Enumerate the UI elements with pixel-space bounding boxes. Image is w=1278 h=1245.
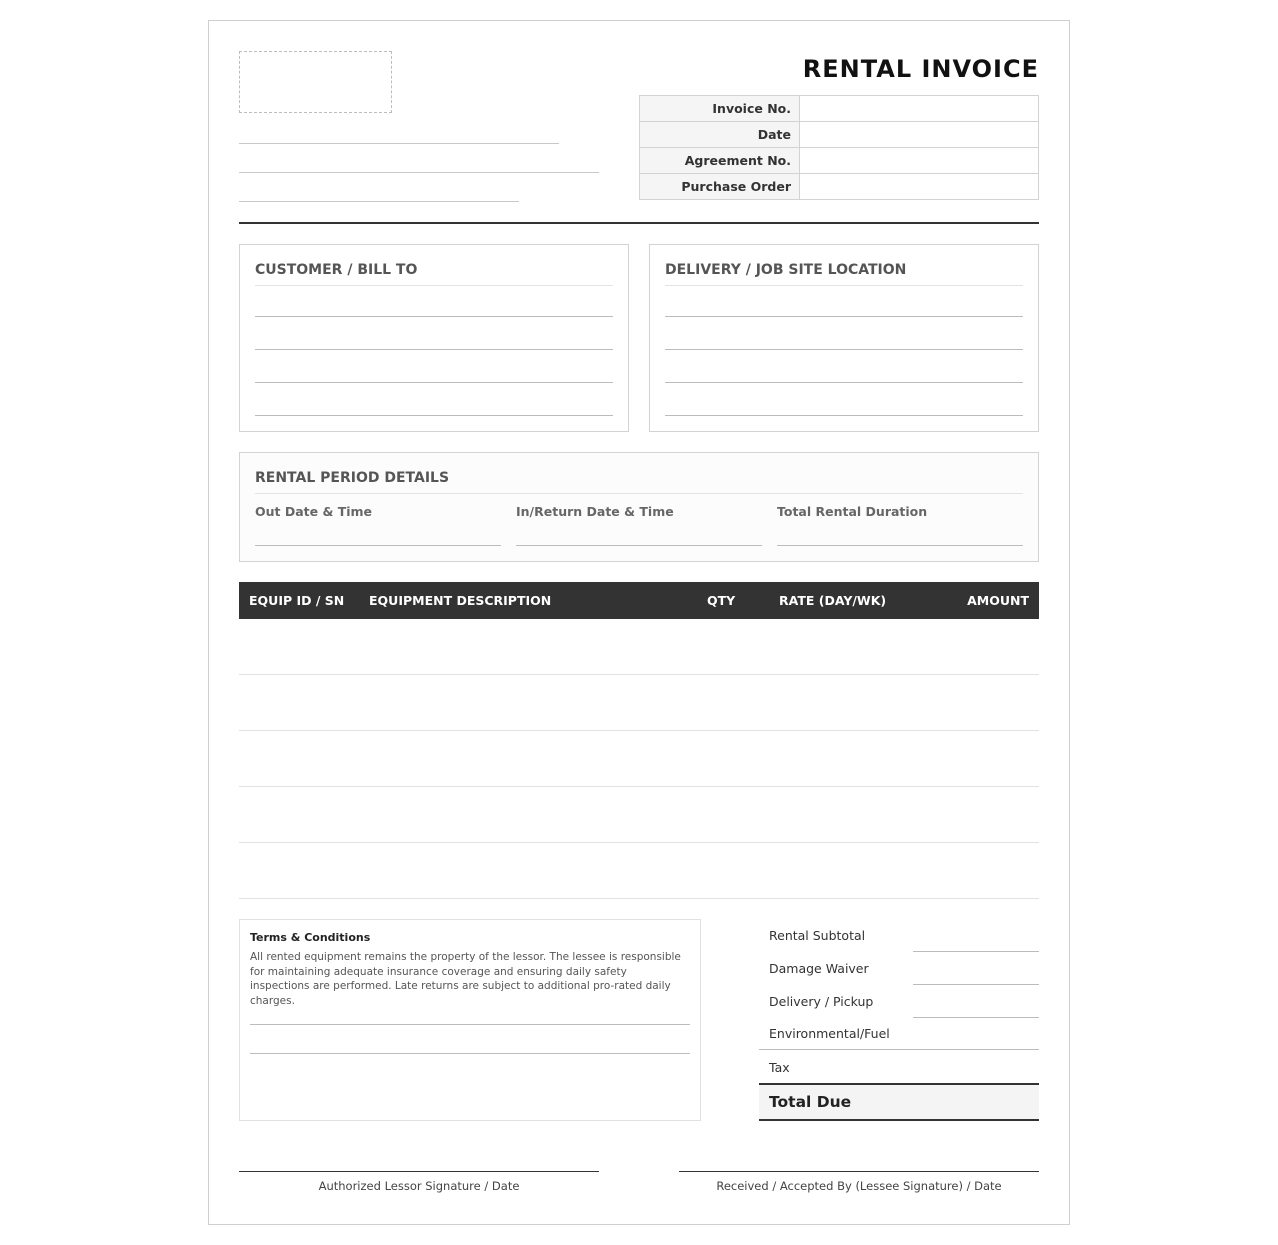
column-amount: AMOUNT [967, 593, 1029, 608]
company-name-line[interactable] [239, 143, 559, 144]
date-field[interactable] [800, 122, 1039, 148]
terms-text: All rented equipment remains the property of the lessor. The lessee is responsible for maintaining adequate insurance coverage and ensuring daily safety inspections are performed. Late returns are subject to additional pro-rated daily charges. [250, 951, 681, 1007]
agreement-no-field[interactable] [800, 148, 1039, 174]
customer-line[interactable] [255, 316, 613, 317]
meta-row-date [640, 122, 1039, 148]
divider [255, 285, 613, 286]
meta-label: Date [640, 122, 800, 148]
items-table-header [239, 582, 1039, 619]
total-due-label: Total Due [769, 1093, 852, 1111]
customer-title: CUSTOMER / BILL TO [255, 262, 418, 278]
lessor-signature-label: Authorized Lessor Signature / Date [318, 1179, 520, 1193]
terms-note-line[interactable] [250, 1024, 690, 1025]
delivery-box [649, 244, 1039, 432]
terms-box [239, 919, 701, 1121]
table-row[interactable] [239, 898, 1039, 899]
out-date-group [255, 504, 501, 519]
return-date-field[interactable] [516, 545, 762, 546]
column-description: EQUIPMENT DESCRIPTION [369, 593, 552, 608]
column-equip-id: EQUIP ID / SN [249, 593, 345, 608]
meta-label: Agreement No. [640, 148, 800, 174]
table-row[interactable] [239, 786, 1039, 787]
terms-note-line[interactable] [250, 1053, 690, 1054]
duration-label: Total Rental Duration [777, 504, 928, 519]
environmental-fuel-label: Environmental/Fuel [769, 1026, 890, 1041]
meta-row-purchase-order [640, 174, 1039, 200]
invoice-title: RENTAL INVOICE [802, 55, 1039, 83]
subtotal-field[interactable] [913, 951, 1039, 952]
meta-label: Purchase Order [640, 174, 800, 200]
delivery-pickup-label: Delivery / Pickup [769, 994, 874, 1009]
lessee-signature-label: Received / Accepted By (Lessee Signature) / Date [716, 1179, 1002, 1193]
delivery-line[interactable] [665, 382, 1023, 383]
return-date-label: In/Return Date & Time [516, 504, 674, 519]
invoice-page [208, 20, 1070, 1225]
logo-placeholder[interactable] [239, 51, 392, 113]
rental-period-box [239, 452, 1039, 562]
duration-group [777, 504, 1023, 519]
meta-label: Invoice No. [640, 96, 800, 122]
terms-title: Terms & Conditions [250, 931, 371, 944]
customer-line[interactable] [255, 382, 613, 383]
subtotal-label: Rental Subtotal [769, 928, 866, 943]
environmental-fuel-field[interactable] [759, 1049, 1039, 1050]
tax-label: Tax [769, 1060, 790, 1075]
column-rate: RATE (DAY/WK) [779, 593, 887, 608]
divider [255, 493, 1023, 494]
duration-field[interactable] [777, 545, 1023, 546]
company-address-line[interactable] [239, 172, 599, 173]
purchase-order-field[interactable] [800, 174, 1039, 200]
table-row[interactable] [239, 842, 1039, 843]
delivery-line[interactable] [665, 316, 1023, 317]
return-date-group [516, 504, 762, 519]
divider [665, 285, 1023, 286]
invoice-meta-table [639, 95, 1039, 200]
lessor-signature-line[interactable] [239, 1171, 599, 1172]
customer-line[interactable] [255, 349, 613, 350]
delivery-line[interactable] [665, 415, 1023, 416]
company-contact-line[interactable] [239, 201, 519, 202]
meta-row-agreement-no [640, 148, 1039, 174]
out-date-field[interactable] [255, 545, 501, 546]
damage-waiver-field[interactable] [913, 984, 1039, 985]
header-divider [239, 222, 1039, 224]
invoice-no-field[interactable] [800, 96, 1039, 122]
damage-waiver-label: Damage Waiver [769, 961, 869, 976]
customer-line[interactable] [255, 415, 613, 416]
delivery-title: DELIVERY / JOB SITE LOCATION [665, 262, 907, 278]
customer-box [239, 244, 629, 432]
delivery-pickup-field[interactable] [913, 1017, 1039, 1018]
lessee-signature-line[interactable] [679, 1171, 1039, 1172]
table-row[interactable] [239, 730, 1039, 731]
table-row[interactable] [239, 674, 1039, 675]
out-date-label: Out Date & Time [255, 504, 373, 519]
rental-period-title: RENTAL PERIOD DETAILS [255, 470, 450, 486]
total-due-row [759, 1083, 1039, 1121]
column-qty: QTY [707, 593, 736, 608]
meta-row-invoice-no [640, 96, 1039, 122]
delivery-line[interactable] [665, 349, 1023, 350]
